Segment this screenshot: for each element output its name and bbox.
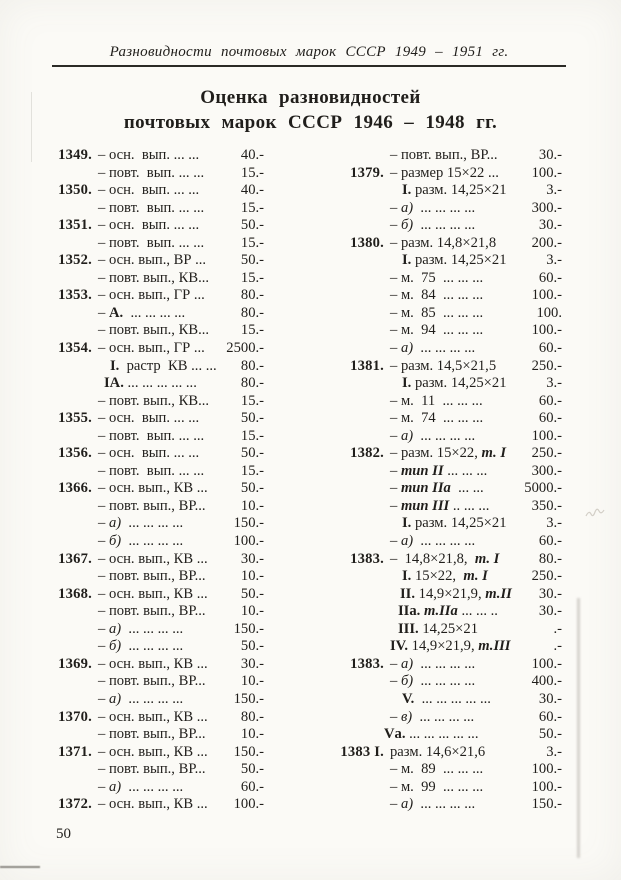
entry-price: 60.- (538, 708, 562, 725)
catalog-row (52, 673, 264, 691)
catalog-row (332, 410, 562, 428)
entry-description: – повт. вып. ... ... (98, 234, 205, 251)
entry-price: 80.- (240, 375, 264, 392)
entry-price: 60.- (538, 269, 562, 286)
entry-price: 50.- (240, 217, 264, 234)
entry-description: – а) ... ... ... ... (98, 690, 184, 707)
entry-price: 100.- (531, 164, 562, 181)
entry-price: 15.- (240, 462, 264, 479)
entry-price: 15.- (240, 322, 264, 339)
entry-description: – осн. вып., КВ ... (98, 550, 208, 567)
page-title-line2: почтовых марок СССР 1946 – 1948 гг. (123, 112, 498, 133)
entry-description: – осн. вып. ... ... (98, 182, 200, 199)
catalog-row (52, 586, 264, 604)
catalog-row (52, 761, 264, 779)
entry-price: 10.- (240, 568, 264, 585)
catalog-row (52, 568, 264, 586)
catalog-row (332, 182, 562, 200)
catalog-row (332, 761, 562, 779)
entry-price: 150.- (233, 690, 264, 707)
catalog-row (52, 200, 264, 218)
catalog-row (52, 322, 264, 340)
entry-number: 1379. (350, 164, 384, 181)
entry-price: 100.- (531, 322, 562, 339)
entry-description: – 14,8×21,8, т. I (390, 550, 500, 567)
catalog-row (52, 603, 264, 621)
catalog-row (52, 533, 264, 551)
entry-description: – а) ... ... ... ... (390, 340, 476, 357)
catalog-row (52, 165, 264, 183)
entry-price: 3.- (546, 743, 562, 760)
catalog-row (52, 779, 264, 797)
entry-description: – повт. вып., КВ... (98, 269, 210, 286)
entry-number: 1352. (58, 252, 92, 269)
catalog-row (332, 656, 562, 674)
entry-description: – разм. 14,8×21,8 (390, 234, 497, 251)
entry-number: 1369. (58, 655, 92, 672)
catalog-row (332, 709, 562, 727)
entry-price: 30.- (538, 603, 562, 620)
catalog-row (52, 375, 264, 393)
entry-description: – осн. вып., ГР ... (98, 340, 205, 357)
entry-price: 15.- (240, 392, 264, 409)
entry-description: – повт. вып. ... ... (98, 199, 205, 216)
entry-price: 350.- (531, 497, 562, 514)
entry-price: .- (553, 638, 562, 655)
entry-description: – б) ... ... ... ... (98, 533, 184, 550)
entry-description: IIа. т.IIа ... ... .. (398, 603, 498, 620)
catalog-row (332, 533, 562, 551)
entry-price: 50.- (240, 480, 264, 497)
entry-price: 10.- (240, 673, 264, 690)
entry-description: – б) ... ... ... ... (390, 673, 476, 690)
entry-description: – а) ... ... ... ... (390, 655, 476, 672)
catalog-row (52, 498, 264, 516)
entry-price: 80.- (240, 708, 264, 725)
entry-description: – повт. вып., КВ... (98, 392, 210, 409)
entry-price: 2500.- (226, 340, 264, 357)
entry-price: 80.- (240, 304, 264, 321)
entry-description: – осн. вып. ... ... (98, 410, 200, 427)
entry-price: 250.- (531, 357, 562, 374)
entry-description: – м. 11 ... ... ... (390, 392, 483, 409)
entry-price: 400.- (531, 673, 562, 690)
entry-price: 30.- (240, 655, 264, 672)
entry-description: – повт. вып., КВ... (98, 322, 210, 339)
entry-price: 100.- (233, 533, 264, 550)
catalog-row (332, 691, 562, 709)
entry-price: 30.- (538, 585, 562, 602)
entry-description: – осн. вып., КВ ... (98, 796, 208, 813)
entry-price: 50.- (240, 445, 264, 462)
entry-description: I. разм. 14,25×21 (402, 182, 507, 199)
entry-price: 150.- (233, 743, 264, 760)
catalog-row (332, 165, 562, 183)
entry-description: – а) ... ... ... ... (98, 778, 184, 795)
catalog-row (332, 428, 562, 446)
entry-number: 1349. (58, 147, 92, 163)
entry-price: 60.- (240, 778, 264, 795)
catalog-row (52, 726, 264, 744)
entry-description: III. 14,25×21 (398, 620, 478, 637)
entry-description: – м. 89 ... ... ... (390, 761, 484, 778)
entry-price: 100.- (233, 796, 264, 813)
catalog-row (332, 726, 562, 744)
catalog-row (52, 515, 264, 533)
entry-number: 1383. (350, 550, 384, 567)
entry-description: – осн. вып., КВ ... (98, 743, 208, 760)
catalog-row (52, 445, 264, 463)
catalog-row (52, 621, 264, 639)
catalog-row (52, 235, 264, 253)
catalog-row (52, 217, 264, 235)
entry-price: 60.- (538, 410, 562, 427)
entry-price: 50.- (240, 410, 264, 427)
entry-price: 250.- (531, 568, 562, 585)
entry-description: Vа. ... ... ... ... ... (384, 726, 479, 743)
entry-price: 60.- (538, 340, 562, 357)
entry-price: 10.- (240, 603, 264, 620)
entry-price: 300.- (531, 199, 562, 216)
entry-price: 3.- (546, 375, 562, 392)
catalog-row (332, 498, 562, 516)
entry-price: 5000.- (524, 480, 562, 497)
catalog-row (332, 200, 562, 218)
entry-price: 250.- (531, 445, 562, 462)
entry-price: 15.- (240, 234, 264, 251)
entry-description: – тип IIа ... ... (390, 480, 484, 497)
catalog-row (332, 445, 562, 463)
entry-number: 1383 I. (340, 743, 384, 760)
entry-description: – повт. вып., ВР... (98, 726, 206, 743)
entry-description: – а) ... ... ... ... (98, 620, 184, 637)
entry-description: – а) ... ... ... ... (390, 533, 476, 550)
entry-price: 40.- (240, 147, 264, 163)
catalog-row (332, 621, 562, 639)
catalog-row (332, 358, 562, 376)
catalog-row (332, 744, 562, 762)
entry-number: 1382. (350, 445, 384, 462)
entry-number: 1383. (350, 655, 384, 672)
entry-price: 100.- (531, 287, 562, 304)
entry-description: – а) ... ... ... ... (390, 427, 476, 444)
entry-price: 150.- (531, 796, 562, 813)
entry-price: 50.- (240, 585, 264, 602)
entry-description: – повт. вып., ВР... (98, 497, 206, 514)
entry-description: I. разм. 14,25×21 (402, 515, 507, 532)
entry-number: 1380. (350, 234, 384, 251)
entry-price: 15.- (240, 427, 264, 444)
catalog-row (52, 428, 264, 446)
catalog-row (332, 375, 562, 393)
entry-description: – осн. вып., КВ ... (98, 585, 208, 602)
catalog-row (332, 673, 562, 691)
catalog-row (332, 515, 562, 533)
entry-number: 1372. (58, 796, 92, 813)
entry-price: 50.- (240, 761, 264, 778)
scan-edge-mark (0, 866, 40, 868)
entry-price: 80.- (240, 287, 264, 304)
catalog-row (52, 270, 264, 288)
catalog-row (52, 305, 264, 323)
entry-description: II. 14,9×21,9, т.II (400, 585, 512, 602)
entry-description: – а) ... ... ... ... (390, 796, 476, 813)
entry-price: 100. (536, 304, 562, 321)
catalog-row (332, 147, 562, 165)
entry-description: – тип II ... ... ... (390, 462, 488, 479)
entry-description: – а) ... ... ... ... (98, 515, 184, 532)
entry-description: – осн. вып. ... ... (98, 445, 200, 462)
entry-description: разм. 14,6×21,6 (390, 743, 486, 760)
entry-number: 1350. (58, 182, 92, 199)
catalog-row (332, 340, 562, 358)
catalog-row (332, 568, 562, 586)
catalog-row (52, 410, 264, 428)
entry-price: 3.- (546, 252, 562, 269)
entry-description: – м. 94 ... ... ... (390, 322, 484, 339)
entry-description: – осн. вып. ... ... (98, 147, 200, 163)
catalog-row (332, 287, 562, 305)
catalog-row (52, 287, 264, 305)
catalog-row (332, 779, 562, 797)
entry-description: I. разм. 14,25×21 (402, 252, 507, 269)
entry-description: – м. 84 ... ... ... (390, 287, 484, 304)
catalog-row (52, 709, 264, 727)
entry-price: 30.- (538, 217, 562, 234)
entry-number: 1356. (58, 445, 92, 462)
entry-price: 30.- (538, 147, 562, 163)
entry-description: – повт. вып. ... ... (98, 462, 205, 479)
entry-description: – осн. вып., КВ ... (98, 708, 208, 725)
entry-description: – повт. вып., ВР... (98, 603, 206, 620)
entry-description: I. растр КВ ... ... (110, 357, 217, 374)
catalog-row (332, 586, 562, 604)
entry-description: I. 15×22, т. I (402, 568, 488, 585)
entry-price: 3.- (546, 182, 562, 199)
entry-description: I. разм. 14,25×21 (402, 375, 507, 392)
entry-description: – м. 75 ... ... ... (390, 269, 484, 286)
catalog-row (332, 270, 562, 288)
catalog-row (332, 393, 562, 411)
entry-price: 15.- (240, 164, 264, 181)
page-number: 50 (56, 826, 71, 842)
entry-description: – разм. 14,5×21,5 (390, 357, 497, 374)
entry-description: – в) ... ... ... ... (390, 708, 475, 725)
entry-price: 50.- (240, 638, 264, 655)
catalog-row (332, 796, 562, 814)
entry-price: 30.- (240, 550, 264, 567)
entry-price: 100.- (531, 427, 562, 444)
entry-price: 15.- (240, 199, 264, 216)
catalog-row (52, 340, 264, 358)
scan-edge-shadow (577, 598, 580, 858)
entry-price: 300.- (531, 462, 562, 479)
entry-price: 40.- (240, 182, 264, 199)
entry-description: – разм. 15×22, т. I (390, 445, 507, 462)
entry-description: – м. 74 ... ... ... (390, 410, 484, 427)
catalog-row (52, 463, 264, 481)
entry-description: – а) ... ... ... ... (390, 199, 476, 216)
entry-description: – повт. вып., ВР... (98, 761, 206, 778)
entry-description: – повт. вып. ... ... (98, 164, 205, 181)
catalog-row (52, 393, 264, 411)
entry-price: 100.- (531, 778, 562, 795)
catalog-row (332, 551, 562, 569)
catalog-row (52, 480, 264, 498)
entry-description: – осн. вып., ВР ... (98, 252, 207, 269)
entry-description: – осн. вып. ... ... (98, 217, 200, 234)
entry-description: – повт. вып., ВР... (98, 673, 206, 690)
catalog-row (332, 252, 562, 270)
entry-description: – б) ... ... ... ... (98, 638, 184, 655)
entry-description: IА. ... ... ... ... ... (104, 375, 197, 392)
page-title (0, 86, 621, 135)
entry-price: 10.- (240, 726, 264, 743)
entry-price: 60.- (538, 392, 562, 409)
entry-price: 30.- (538, 690, 562, 707)
entry-price: 15.- (240, 269, 264, 286)
entry-price: 60.- (538, 533, 562, 550)
entry-price: 50.- (240, 252, 264, 269)
catalog-row (332, 235, 562, 253)
catalog-row (52, 358, 264, 376)
catalog-right-column (332, 147, 562, 814)
entry-number: 1368. (58, 585, 92, 602)
entry-number: 1367. (58, 550, 92, 567)
entry-description: IV. 14,9×21,9, т.III (390, 638, 511, 655)
catalog-row (332, 217, 562, 235)
catalog-row (332, 603, 562, 621)
catalog-row (52, 182, 264, 200)
running-head: Разновидности почтовых марок СССР 1949 – 1951 гг. (52, 44, 566, 67)
catalog-row (52, 796, 264, 814)
entry-number: 1366. (58, 480, 92, 497)
catalog-row (332, 638, 562, 656)
catalog-row (52, 744, 264, 762)
catalog-row (332, 322, 562, 340)
pencil-smudge (584, 505, 606, 521)
entry-number: 1371. (58, 743, 92, 760)
page-title-line1: Оценка разновидностей (200, 87, 421, 108)
entry-price: 100.- (531, 655, 562, 672)
entry-description: V. ... ... ... ... ... (402, 690, 491, 707)
catalog-left-column (52, 147, 264, 814)
entry-number: 1354. (58, 340, 92, 357)
catalog-row (52, 638, 264, 656)
entry-description: – м. 99 ... ... ... (390, 778, 484, 795)
catalog-row (52, 252, 264, 270)
entry-number: 1381. (350, 357, 384, 374)
entry-description: – м. 85 ... ... ... (390, 304, 484, 321)
entry-number: 1355. (58, 410, 92, 427)
entry-description: – повт. вып. ... ... (98, 427, 205, 444)
entry-description: – повт. вып., ВР... (98, 568, 206, 585)
entry-price: 80.- (538, 550, 562, 567)
entry-description: – осн. вып., КВ ... (98, 480, 208, 497)
entry-description: – А. ... ... ... ... (98, 304, 186, 321)
catalog-row (332, 305, 562, 323)
entry-description: – тип III .. ... ... (390, 497, 490, 514)
catalog-row (332, 480, 562, 498)
entry-description: – осн. вып., ГР ... (98, 287, 205, 304)
entry-price: 150.- (233, 515, 264, 532)
entry-description: – б) ... ... ... ... (390, 217, 476, 234)
entry-number: 1370. (58, 708, 92, 725)
entry-number: 1351. (58, 217, 92, 234)
catalog-row (52, 656, 264, 674)
entry-description: – повт. вып., ВР... (390, 147, 498, 163)
entry-description: – размер 15×22 ... (390, 164, 499, 181)
entry-price: 3.- (546, 515, 562, 532)
catalog-row (52, 551, 264, 569)
entry-price: 50.- (538, 726, 562, 743)
entry-price: 80.- (240, 357, 264, 374)
entry-price: 100.- (531, 761, 562, 778)
entry-number: 1353. (58, 287, 92, 304)
catalog-row (332, 463, 562, 481)
entry-price: 150.- (233, 620, 264, 637)
entry-price: .- (553, 620, 562, 637)
catalog-row (52, 691, 264, 709)
scan-edge-faint-line (31, 92, 32, 162)
entry-description: – осн. вып., КВ ... (98, 655, 208, 672)
catalog-row (52, 147, 264, 165)
entry-price: 10.- (240, 497, 264, 514)
entry-price: 200.- (531, 234, 562, 251)
